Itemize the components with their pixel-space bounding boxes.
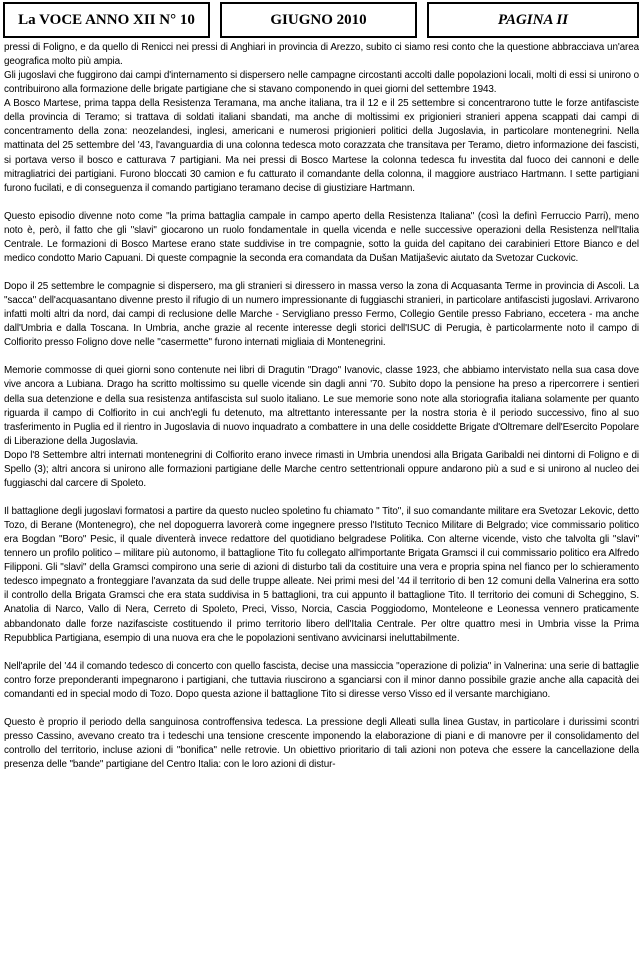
paragraph-3: A Bosco Martese, prima tappa della Resistenza Teramana, ma anche italiana, tra il 12 e il 25 settembre si concentrarono tutte le forze antifasciste della provincia di Teramo; si trattava di soldati italiani sbandati, ma anche di moltissimi ex prigionieri stranieri appena scappati dai campi di concentramento della zona: neozelandesi, inglesi, americani e numerosi prigionieri politici della Jugoslavia, in particolare montenegrini. Nella mattinata del 25 settembre del '43, l'avanguardia di una colonna tedesca moto corazzata che transitava per Teramo, dietro informazione dei fascisti, si portava verso il bosco e catturava 7 partigiani. Ma nei pressi di Bosco Martese la colonna tedesca fu investita dal fuoco dei cannoni e delle mitragliatrici dei partigiani. Furono bloccati 30 camion e fu catturato il comandante della colonna, il maggiore austriaco Hartmann. I sette partigiani furono fucilati, e di conseguenza il comando partigiano teramano decise di giustiziare Hartmann. — [4, 98, 639, 194]
issue-label: La VOCE ANNO XII N° 10 — [18, 11, 195, 28]
paragraph-1: pressi di Foligno, e da quello di Renicci nei pressi di Anghiari in provincia di Arezzo, subito ci siamo resi conto che la questione abbracciava un'area geografica molto più ampia. — [4, 42, 639, 68]
paragraph-6: Memorie commosse di quei giorni sono contenute nei libri di Dragutin "Drago" Ivanovic, classe 1923, che abbiamo intervistato nella sua casa dove vive ancora a Lubiana. Drago ha scritto moltissimo su quelle vicende sin dagli anni '70. Subito dopo la pensione ha preso a ripercorrere i sentieri della sua detenzione e della sua resistenza antifascista sul suolo italiano. Le sue memorie sono note alla storiografia italiana solamente per quanto riguarda il campo di Colfiorito in cui anch'egli fu detenuto, ma altrettanto interessante per la nostra storia è il periodo successivo, fino al suo trasferimento in Puglia ed il rientro in Jugoslavia di nuovo inquadrato a combattere in una delle cosiddette Brigate d'Oltremare dell'Esercito Popolare di Liberazione della Jugoslavia. — [4, 365, 639, 447]
page-number-box — [427, 2, 639, 38]
paragraph-10: Questo è proprio il periodo della sanguinosa controffensiva tedesca. La pressione degli Alleati sulla linea Gustav, in particolare i durissimi scontri presso Cassino, avevano creato tra i tedeschi una tensione crescente imponendo la elaborazione di piani e di manovre per il consolidamento del controllo del territorio, incluse azioni di "bonifica" nelle retrovie. Un obiettivo prioritario di tali azioni non poteva che essere la cancellazione della presenza delle "bande" partigiane del Centro Italia: con le loro azioni di distur- — [4, 716, 639, 771]
date-label: GIUGNO 2010 — [270, 11, 367, 28]
paragraph-4: Questo episodio divenne noto come "la prima battaglia campale in campo aperto della Resistenza Italiana" (così la definì Ferruccio Parri), meno noto è, però, il fatto che gli "slavi" giocarono un ruolo fondamentale in quella vicenda e nelle successive operazioni della Resistenza nell'Italia Centrale. Le formazioni di Bosco Martese erano state suddivise in tre compagnie, sotto la guida del capitano dei carabinieri Ettore Bianco e del medico condotto Mario Capuani. Di queste compagnie la seconda era comandata da Dušan Matijaševic aiutato da Svetozar Cuckovic. — [4, 210, 639, 264]
page-number-label: PAGINA II — [497, 11, 569, 28]
paragraph-9: Nell'aprile del '44 il comando tedesco di concerto con quello fascista, decise una massiccia "operazione di polizia" in Valnerina: una serie di battaglie contro forze preponderanti impegnarono i partigiani, che tuttavia riuscirono a sganciarsi con il minor danno possibile grazie anche alla capacità dei comandanti ed in special modo di Tozo. Dopo questa azione il battaglione Tito si diresse verso Visso ed il versante marchigiano. — [4, 660, 639, 700]
paragraph-7: Dopo l'8 Settembre altri internati montenegrini di Colfiorito erano invece rimasti in Umbria unendosi alla Brigata Garibaldi nei dintorni di Foligno e di Spello (3); altri ancora si unirono alle formazioni partigiane delle Marche centro settentrionali oppure andarono più a sud e si unirono al nucleo dei fuggiaschi dal carcere di Spoleto. — [4, 449, 639, 489]
date-box — [220, 2, 417, 38]
paragraph-5: Dopo il 25 settembre le compagnie si dispersero, ma gli stranieri si diressero in massa verso la zona di Acquasanta Terme in provincia di Ascoli. La "sacca" dell'acquasantano divenne presto il rifugio di un numero impressionante di fuggiaschi stranieri, in particolare antifascisti jugoslavi. Arrivarono infatti molti altri da nord, dai campi di reclusione delle Marche - Servigliano presso Fermo, Collegio Gentile presso Fabriano, eccetera - ma anche dall'Umbria e dalla Toscana. In Umbria, anche grazie al recente interesse degli storici dell'ISUC di Perugia, è particolarmente noto il campo di Colfiorito presso Foligno dove nelle "casermette" furono internati migliaia di Montenegrini. — [4, 281, 639, 349]
issue-box — [3, 2, 210, 38]
paragraph-8: Il battaglione degli jugoslavi formatosi a partire da questo nucleo spoletino fu chiamato " Tito", il suo comandante militare era Svetozar Lekovic, detto Tozo, di Berane (Montenegro), che nel dopoguerra lavorerà come ingegnere presso l'Istituto Tecnico Militare di Belgrado; vice commissario politico era Bogdan "Boro" Pesic, il quale diventerà invece redattore del quotidiano belgradese Politika. Con alterne vicende, visto che talvolta gli "slavi" tennero un profilo politico – militare più autonomo, il battaglione Tito fu collegato all'importante Brigata Gramsci il cui commissario politico era Alfredo Filipponi. Gli "slavi" della Gramsci compirono una serie di azioni di disturbo tali da costituire una vera e propria spina nel fianco per lo schieramento tedesco impegnato a fronteggiare l'avanzata da sud delle truppe alleate. Nei primi mesi del '44 il territorio di ben 12 comuni della Valnerina era sotto il controllo della Brigata Gramsci che era stata suddivisa in 5 battaglioni, tra cui appunto il battaglione Tito. Il territorio dei comuni di Scheggino, S. Anatolia di Narco, Vallo di Nera, Cerreto di Spoleto, Preci, Visso, Norcia, Cascia Poggiodomo, Monteleone e Leonessa vennero praticamente abbandonato dalle forze nazifasciste costituendo il primo territorio libero dell'Italia Centrale. Per oltre quattro mesi in Umbria visse la Prima Repubblica Partigiana, esempio di una nuova era che le popolazioni sentivano avvicinarsi ineluttabilmente. — [4, 506, 639, 644]
paragraph-2: Gli jugoslavi che fuggirono dai campi d'internamento si dispersero nelle campagne circostanti accolti dalle popolazioni locali, molti di essi si unirono o contribuirono alla formazione delle brigate partigiane che si stavano componendo in quei giorni del settembre 1943. — [4, 70, 639, 96]
page-header — [3, 2, 639, 40]
article-body — [4, 41, 639, 969]
